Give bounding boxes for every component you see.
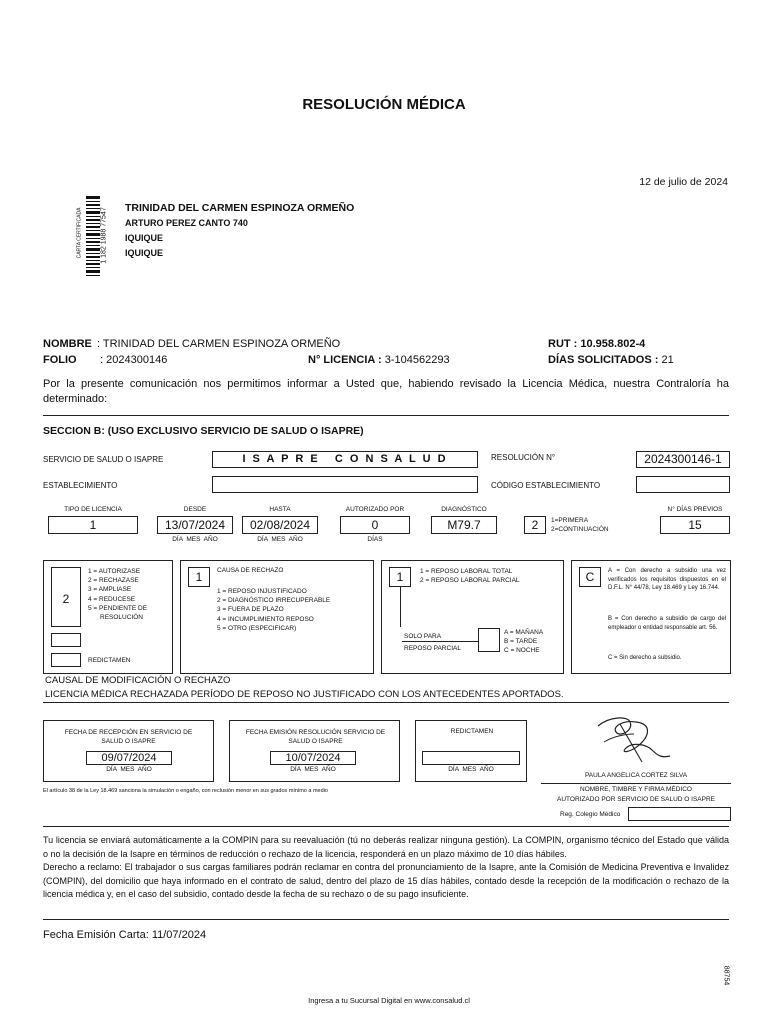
rechazo-option: 2 = DIAGNÓSTICO IRRECUPERABLE xyxy=(217,597,331,605)
signature-line xyxy=(541,783,731,784)
turno-options xyxy=(504,628,543,656)
divider-footer xyxy=(43,919,729,920)
folio-label: FOLIO xyxy=(43,354,77,366)
licencia-value: 3-104562293 xyxy=(384,354,450,366)
servicio-label: SERVICIO DE SALUD O ISAPRE xyxy=(43,455,164,464)
info-rut xyxy=(548,338,645,350)
rechazo-field xyxy=(188,567,210,587)
firma-caption-1: NOMBRE, TIMBRE Y FIRMA MÉDICO xyxy=(580,786,692,793)
diagnostico-label: DIAGNÓSTICO xyxy=(441,506,487,513)
recepcion-field xyxy=(86,751,172,765)
rechazo-option: 4 = INCUMPLIMIENTO REPOSO xyxy=(217,615,314,623)
primera-field xyxy=(524,516,546,534)
rechazo-option: 1 = REPOSO INJUSTIFICADO xyxy=(217,588,307,595)
resolucion-field xyxy=(636,451,730,468)
info-licencia xyxy=(308,354,450,366)
hasta-caption: DÍA MES AÑO xyxy=(257,536,303,543)
desde-value: 13/07/2024 xyxy=(164,518,226,532)
ley-note: El artículo 38 de la Ley 18.469 sanciona la simulación o engaño, con reclusión menor en sus grados mínimo a medio xyxy=(43,788,328,794)
desde-label: DESDE xyxy=(183,506,207,513)
rut-label: RUT : xyxy=(548,338,578,350)
reg-field xyxy=(628,807,731,821)
codigo-label: CÓDIGO ESTABLECIMIENTO xyxy=(491,481,601,490)
dias-value: 21 xyxy=(661,354,674,366)
tipo-field xyxy=(48,516,138,534)
letter-date: 12 de julio de 2024 xyxy=(639,176,728,188)
diagnostico-value: M79.7 xyxy=(447,518,481,532)
turno-option: C = NOCHE xyxy=(504,647,540,655)
doctor-name: PAULA ANGELICA CORTEZ SILVA xyxy=(584,772,688,779)
decision-value: 2 xyxy=(62,592,70,606)
rechazo-title: CAUSA DE RECHAZO xyxy=(217,567,284,574)
decision-option: 3 = AMPLIASE xyxy=(88,586,132,594)
emision-value: 10/07/2024 xyxy=(285,752,341,764)
emision-caption: DÍA MES AÑO xyxy=(290,766,336,773)
turno-option: B = TARDE xyxy=(504,638,538,646)
compin-paragraph: Tu licencia se enviará automáticamente a la COMPIN para su reevaluación (tú no deberás realizar ninguna gestión). La COMPIN, organismo técnico del Estado que válida o no la decisión de la Isapre en términos de reducción o rechazo de la licencia, responderá en un plazo máximo de 10 días hábiles. xyxy=(43,835,729,859)
nombre-value: : TRINIDAD DEL CARMEN ESPINOZA ORMEÑO xyxy=(96,338,341,350)
emision-field xyxy=(270,751,356,765)
primera-legend xyxy=(551,516,609,534)
doctor-signature xyxy=(590,712,680,764)
hasta-field xyxy=(242,516,318,534)
decision-extra-field xyxy=(51,633,81,647)
rechazo-option: 3 = FUERA DE PLAZO xyxy=(217,606,284,614)
previos-label: N° DÍAS PREVIOS xyxy=(667,506,723,513)
establecimiento-field xyxy=(212,476,478,493)
hasta-label: HASTA xyxy=(269,506,291,513)
emision-label: FECHA EMISIÓN RESOLUCIÓN SERVICIO DE SALUD O ISAPRE xyxy=(245,729,386,745)
rechazo-box xyxy=(180,560,374,674)
emision-box xyxy=(229,720,400,782)
desde-caption: DÍA MES AÑO xyxy=(172,536,218,543)
fecha-emision-carta: Fecha Emisión Carta: 11/07/2024 xyxy=(43,929,207,941)
primera-value: 2 xyxy=(531,518,539,532)
divider-top xyxy=(43,415,729,416)
servicio-value: I S A P R E C O N S A L U D xyxy=(242,453,448,465)
reposo-parcial-label: REPOSO PARCIAL xyxy=(404,645,461,652)
rechazo-value: 1 xyxy=(195,570,203,584)
barcode-bars xyxy=(86,196,100,276)
decision-box xyxy=(43,560,173,674)
decision-option: 4 = REDUCESE xyxy=(88,595,136,603)
rechazo-options xyxy=(217,587,330,633)
servicio-field xyxy=(212,451,478,468)
divider-bottom xyxy=(43,826,729,827)
info-nombre xyxy=(43,338,340,350)
dias-label: DÍAS SOLICITADOS : xyxy=(548,354,659,366)
decision-options xyxy=(88,567,147,622)
footer-text: Ingresa a tu Sucursal Digital en www.consalud.cl xyxy=(308,996,470,1005)
recepcion-value: 09/07/2024 xyxy=(101,752,157,764)
subsidio-c: C = Sin derecho a subsidio. xyxy=(608,655,682,661)
decision-option: 2 = RECHAZASE xyxy=(88,577,139,585)
subsidio-a: A = Con derecho a subsidio una vez verificados los requisitos dispuestos en el D.F.L. N° 44/78, Ley 18.469 y Ley 16.744. xyxy=(608,568,726,591)
folio-value: : 2024300146 xyxy=(100,354,168,366)
recepcion-box xyxy=(43,720,214,782)
firma-caption-2: AUTORIZADO POR SERVICIO DE SALUD O ISAPRE xyxy=(557,796,715,803)
barcode-number: 1 182 1988 77547 xyxy=(100,207,108,264)
rut-value: 10.958.802-4 xyxy=(580,338,646,350)
turno-option: A = MAÑANA xyxy=(504,629,544,636)
redictamen-fecha-field xyxy=(422,751,520,765)
autorizado-value: 0 xyxy=(371,518,379,532)
reposo-box xyxy=(381,560,564,674)
previos-value: 15 xyxy=(688,518,702,532)
subsidio-value: C xyxy=(585,570,595,584)
codigo-field xyxy=(636,476,730,493)
subsidio-box xyxy=(571,560,731,674)
recipient-city: IQUIQUE xyxy=(125,233,164,243)
info-dias xyxy=(548,354,674,366)
decision-field xyxy=(51,567,81,627)
section-b-title: SECCION B: (USO EXCLUSIVO SERVICIO DE SALUD O ISAPRE) xyxy=(43,425,364,437)
intro-paragraph: Por la presente comunicación nos permitimos informar a Usted que, habiendo revisado la Licencia Médica, nuestra Contraloría ha determinado: xyxy=(43,378,729,405)
tipo-label: TIPO DE LICENCIA xyxy=(64,506,122,513)
reposo-option: 1 = REPOSO LABORAL TOTAL xyxy=(420,568,513,575)
document-title: RESOLUCIÓN MÉDICA xyxy=(302,96,466,113)
redictamen-fecha-caption: DÍA MES AÑO xyxy=(448,766,494,773)
redictamen-field xyxy=(51,653,81,667)
reposo-value: 1 xyxy=(396,570,404,584)
rechazo-option: 5 = OTRO (ESPECIFICAR) xyxy=(217,624,297,632)
subsidio-b: B = Con derecho a subsidio de cargo del empleador o entidad responsable art. 56. xyxy=(608,616,726,631)
recipient-region: IQUIQUE xyxy=(125,248,164,258)
solo-para-label: SOLO PARA xyxy=(404,633,442,640)
reposo-options xyxy=(420,567,520,585)
recepcion-label: FECHA DE RECEPCIÓN EN SERVICIO DE SALUD O ISAPRE xyxy=(64,729,193,745)
autorizado-caption: DÍAS xyxy=(367,536,383,543)
causal-title: CAUSAL DE MODIFICACIÓN O RECHAZO xyxy=(45,675,231,686)
autorizado-label: AUTORIZADO POR xyxy=(345,506,405,513)
resolucion-label: RESOLUCIÓN N° xyxy=(491,453,556,462)
reposo-connector xyxy=(400,587,401,627)
recipient-name: TRINIDAD DEL CARMEN ESPINOZA ORMEÑO xyxy=(125,202,355,214)
autorizado-field xyxy=(340,516,410,534)
recepcion-caption: DÍA MES AÑO xyxy=(106,766,152,773)
desde-field xyxy=(157,516,233,534)
reg-label: Reg. Colegio Médico xyxy=(560,811,621,818)
previos-field xyxy=(660,516,730,534)
nombre-label: NOMBRE xyxy=(43,338,92,350)
tipo-value: 1 xyxy=(89,518,97,532)
turno-field xyxy=(478,628,500,652)
solo-para-line xyxy=(402,641,478,642)
reclamo-paragraph: Derecho a reclamo: El trabajador o sus cargas familiares podrán reclamar en contra del pronunciamiento de la Isapre, ante la Comisión de Medicina Preventiva e Invalidez (COMPIN), del domicilio que haya informado en el contrato de salud, dentro del plazo de 15 días hábiles, contado desde la recepción de la modificación o rechazo de la licencia médica y, en el caso del subsidio, contado desde la fecha de su rechazo o de su pago insuficiente. xyxy=(43,862,729,899)
side-code: 88754 xyxy=(722,965,730,986)
reposo-option: 2 = REPOSO LABORAL PARCIAL xyxy=(420,577,520,585)
barcode-label: CARTA CERTIFICADA xyxy=(76,207,83,259)
redictamen-fecha-label: REDICTAMEN xyxy=(450,728,494,735)
primera-line1: 1=PRIMERA xyxy=(551,517,589,524)
decision-option: RESOLUCIÓN xyxy=(100,614,143,622)
divider-causal xyxy=(43,702,729,703)
subsidio-field xyxy=(579,567,601,587)
hasta-value: 02/08/2024 xyxy=(249,518,311,532)
licencia-label: N° LICENCIA : xyxy=(308,354,382,366)
causal-text: LICENCIA MÉDICA RECHAZADA PERÍODO DE REPOSO NO JUSTIFICADO CON LOS ANTECEDENTES APORTADOS. xyxy=(45,689,564,700)
decision-option: 1 = AUTORIZASE xyxy=(88,568,141,575)
redictamen-box xyxy=(415,720,527,782)
diagnostico-field xyxy=(431,516,497,534)
info-folio xyxy=(43,354,167,366)
establecimiento-label: ESTABLECIMIENTO xyxy=(43,481,118,490)
primera-line2: 2=CONTINUACIÓN xyxy=(551,526,609,533)
reposo-field xyxy=(389,567,411,587)
barcode xyxy=(72,196,116,278)
decision-option: 5 = PENDIENTE DE xyxy=(88,604,148,612)
recipient-street: ARTURO PEREZ CANTO 740 xyxy=(125,218,248,228)
recipient-address xyxy=(125,201,354,261)
resolucion-value: 2024300146-1 xyxy=(644,452,722,466)
redictamen-label: REDICTAMEN xyxy=(88,657,131,664)
